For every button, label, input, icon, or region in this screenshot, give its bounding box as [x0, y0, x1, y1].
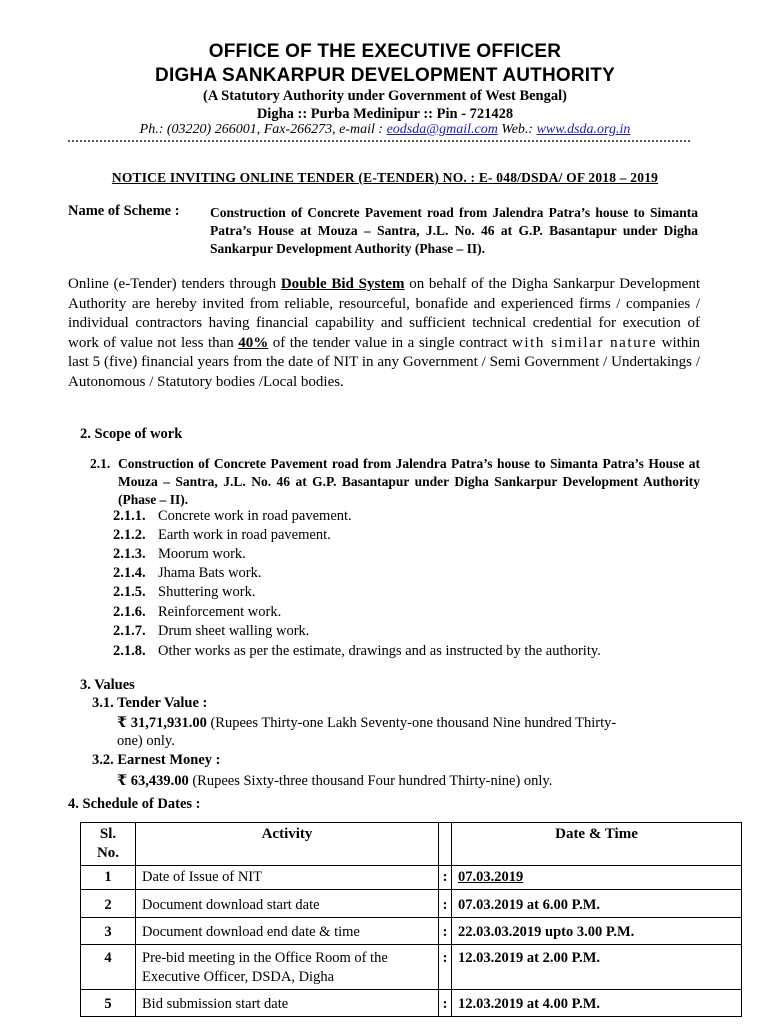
item-number: 2.1.7. — [113, 623, 146, 639]
earnest-amount: ₹ 63,439.00 — [117, 773, 189, 789]
tender-value-line-2: one) only. — [117, 733, 175, 749]
item-text: Earth work in road pavement. — [158, 527, 331, 543]
intro-paragraph — [68, 275, 700, 393]
item-number: 2.1.3. — [113, 546, 146, 562]
row-date: 12.03.2019 at 4.00 P.M. — [452, 990, 742, 1017]
scope-sub-number: 2.1. — [90, 456, 111, 471]
authority-title: DIGHA SANKARPUR DEVELOPMENT AUTHORITY — [155, 65, 615, 86]
row-sep: : — [439, 890, 452, 918]
schedule-table — [80, 822, 742, 1017]
row-activity: Bid submission start date — [136, 990, 439, 1017]
earnest-money-heading: 3.2. Earnest Money : — [92, 752, 221, 768]
row-date: 12.03.2019 at 2.00 P.M. — [452, 945, 742, 990]
office-title: OFFICE OF THE EXECUTIVE OFFICER — [208, 41, 562, 62]
row-date: 22.03.03.2019 upto 3.00 P.M. — [452, 918, 742, 945]
scope-sub-text: Construction of Concrete Pavement road from Jalendra Patra’s house to Simanta Patra’s House at Mouza – Santra, J.L. No. 46 at G.P. Basantapur under Digha Sankarpur Development Authority (Phase – II). — [118, 456, 700, 507]
item-number: 2.1.4. — [113, 565, 146, 581]
scheme-label: Name of Scheme : — [68, 203, 180, 219]
list-item — [113, 527, 331, 544]
row-date: 07.03.2019 — [458, 869, 524, 885]
row-activity: Pre-bid meeting in the Office Room of the Executive Officer, DSDA, Digha — [136, 945, 439, 990]
scope-subsection — [90, 455, 700, 509]
item-text: Drum sheet walling work. — [158, 623, 310, 639]
tender-amount: ₹ 31,71,931.00 — [117, 715, 207, 731]
statutory-line: (A Statutory Authority under Government of West Bengal) — [203, 88, 567, 104]
row-sep: : — [439, 945, 452, 990]
col-activity-header: Activity — [136, 823, 439, 866]
tender-words: (Rupees Thirty-one Lakh Seventy-one thousand Nine hundred Thirty- — [206, 715, 617, 731]
row-sl: 5 — [81, 990, 136, 1017]
table-header-row — [81, 823, 742, 866]
item-number: 2.1.1. — [113, 508, 146, 524]
row-sep: : — [439, 918, 452, 945]
col-date-header: Date & Time — [452, 823, 742, 866]
list-item — [113, 584, 255, 601]
percent-text: 40% — [238, 334, 269, 351]
table-row — [81, 945, 742, 990]
intro-part4: within last 5 (five) financial years from the date of NIT in any Government / Semi Government / Undertakings / Autonomous / Statutory bodies /Local bodies. — [68, 334, 700, 390]
col-sep-header — [439, 823, 452, 866]
list-item — [113, 508, 352, 525]
item-text: Moorum work. — [158, 546, 246, 562]
address-line: Digha :: Purba Medinipur :: Pin - 721428 — [256, 106, 514, 122]
intro-part2: on behalf of the Digha Sankarpur Development Authority are hereby invited from reliable, resourceful, bonafide and experienced firms / companies / individual contractors having financial capability and sufficient technical credential for execution of work of value not less than — [68, 276, 701, 351]
scheme-text: Construction of Concrete Pavement road from Jalendra Patra’s house to Simanta Patra’s House at Mouza – Santra, J.L. No. 46 at G.P. Basantapur under Digha Sankarpur Development Authority (Phase – II). — [210, 205, 698, 256]
values-heading: 3. Values — [80, 677, 135, 693]
intro-part1: Online (e-Tender) tenders through — [68, 276, 281, 292]
tender-value-line — [117, 714, 616, 732]
row-activity: Date of Issue of NIT — [136, 866, 439, 890]
email-link[interactable]: eodsda@gmail.com — [386, 122, 498, 137]
item-number: 2.1.2. — [113, 527, 146, 543]
item-number: 2.1.5. — [113, 584, 146, 600]
item-number: 2.1.8. — [113, 643, 146, 659]
intro-part3: of the tender value in a single contract — [268, 334, 512, 351]
item-text: Jhama Bats work. — [158, 565, 262, 581]
row-activity: Document download start date — [136, 890, 439, 918]
contact-prefix: Ph.: (03220) 266001, Fax-266273, e-mail : — [139, 122, 387, 137]
row-sl: 1 — [81, 866, 136, 890]
list-item — [113, 604, 281, 621]
list-item — [113, 643, 601, 660]
row-activity: Document download end date & time — [136, 918, 439, 945]
dotted-divider — [68, 140, 690, 142]
list-item — [113, 546, 246, 563]
item-text: Other works as per the estimate, drawings and as instructed by the authority. — [158, 643, 601, 659]
item-text: Reinforcement work. — [158, 604, 282, 620]
list-item — [113, 623, 309, 640]
table-row — [81, 866, 742, 890]
bid-system-text: Double Bid System — [280, 276, 405, 292]
row-sl: 3 — [81, 918, 136, 945]
table-row — [81, 990, 742, 1017]
row-date: 07.03.2019 at 6.00 P.M. — [452, 890, 742, 918]
table-row — [81, 890, 742, 918]
item-number: 2.1.6. — [113, 604, 146, 620]
earnest-money-line — [117, 772, 552, 790]
row-sl: 2 — [81, 890, 136, 918]
row-sep: : — [439, 990, 452, 1017]
earnest-words: (Rupees Sixty-three thousand Four hundred Thirty-nine) only. — [188, 773, 553, 789]
row-sep: : — [439, 866, 452, 890]
web-prefix: Web.: — [497, 122, 537, 137]
tender-value-heading: 3.1. Tender Value : — [92, 695, 208, 711]
item-text: Concrete work in road pavement. — [158, 508, 352, 524]
web-link[interactable]: www.dsda.org.in — [536, 122, 631, 137]
col-sl-header: Sl. No. — [81, 823, 136, 866]
item-text: Shuttering work. — [158, 584, 256, 600]
similar-nature-text: with similar nature — [511, 334, 658, 351]
row-sl: 4 — [81, 945, 136, 990]
list-item — [113, 565, 262, 582]
notice-title: NOTICE INVITING ONLINE TENDER (E-TENDER) NO. : E- 048/DSDA/ OF 2018 – 2019 — [111, 170, 659, 185]
scope-heading: 2. Scope of work — [80, 426, 183, 442]
contact-line — [0, 122, 770, 138]
schedule-heading: 4. Schedule of Dates : — [68, 796, 201, 812]
table-row — [81, 918, 742, 945]
